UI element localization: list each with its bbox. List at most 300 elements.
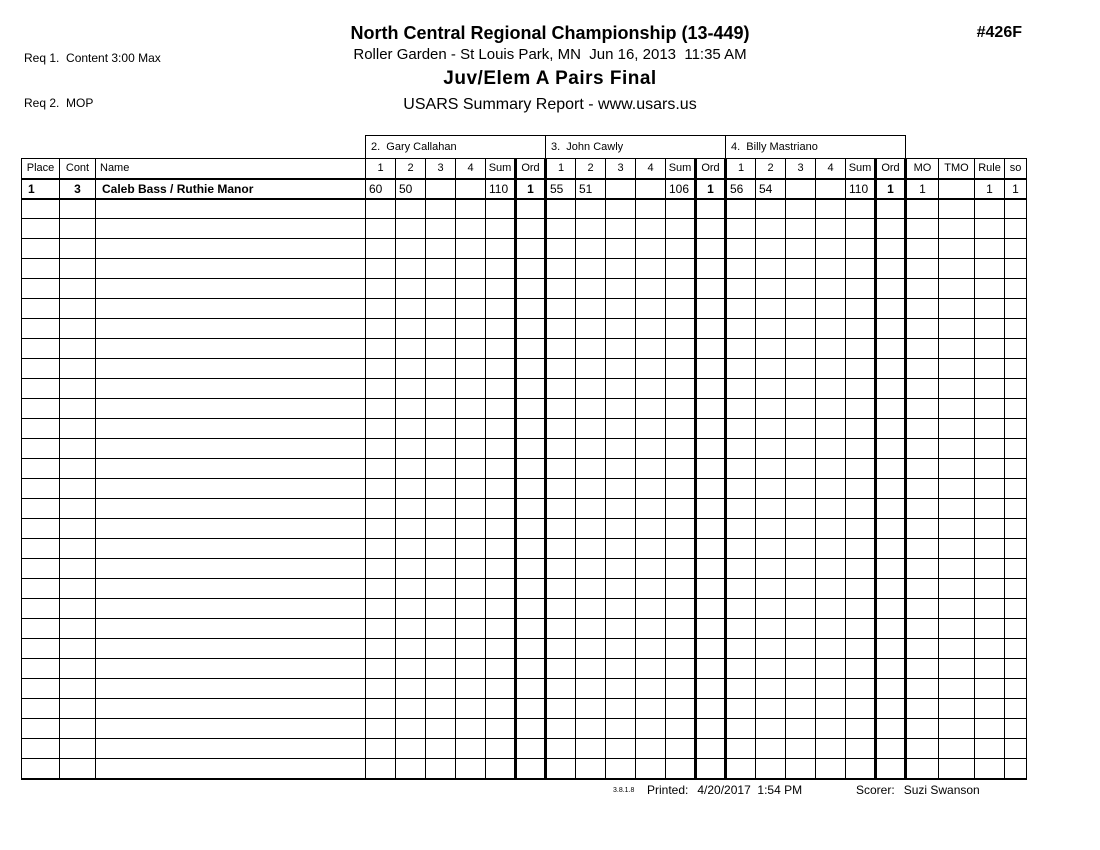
score-cell xyxy=(816,759,846,779)
place-cell xyxy=(22,719,60,739)
score-cell xyxy=(366,719,396,739)
score-cell xyxy=(576,219,606,239)
ordinal-cell xyxy=(696,319,726,339)
score-cell xyxy=(816,319,846,339)
score-cell xyxy=(366,599,396,619)
skater-name-cell xyxy=(96,619,366,639)
score-cell xyxy=(606,299,636,319)
empty-row xyxy=(22,339,1027,359)
contestant-number-cell xyxy=(60,619,96,639)
ordinal-cell xyxy=(516,739,546,759)
score-table xyxy=(21,135,1027,780)
score-cell xyxy=(486,659,516,679)
tail-cell xyxy=(906,699,939,719)
score-cell xyxy=(486,279,516,299)
judge-header-3: 4. Billy Mastriano xyxy=(726,136,906,159)
tail-cell xyxy=(975,419,1005,439)
score-cell xyxy=(666,739,696,759)
score-col-header: 1 xyxy=(366,159,396,179)
score-cell xyxy=(426,199,456,219)
score-cell xyxy=(756,399,786,419)
empty-row xyxy=(22,259,1027,279)
ordinal-cell xyxy=(516,479,546,499)
tail-cell xyxy=(906,219,939,239)
tail-cell xyxy=(939,539,975,559)
score-cell xyxy=(606,719,636,739)
score-cell xyxy=(396,719,426,739)
rule-header: Rule xyxy=(975,159,1005,179)
score-cell xyxy=(846,239,876,259)
score-cell xyxy=(426,619,456,639)
score-cell xyxy=(576,399,606,419)
scorer-line xyxy=(856,783,980,797)
tail-cell xyxy=(939,359,975,379)
score-col-header: Sum xyxy=(666,159,696,179)
score-cell xyxy=(426,639,456,659)
tail-cell xyxy=(906,739,939,759)
judge-header-1: 2. Gary Callahan xyxy=(366,136,546,159)
score-cell xyxy=(786,519,816,539)
place-cell xyxy=(22,299,60,319)
tail-cell xyxy=(975,719,1005,739)
score-cell xyxy=(786,759,816,779)
tail-cell xyxy=(906,559,939,579)
ordinal-cell xyxy=(696,419,726,439)
score-cell xyxy=(726,399,756,419)
score-cell xyxy=(576,619,606,639)
scorer-value: Suzi Swanson xyxy=(903,783,980,797)
tail-cell xyxy=(1005,459,1027,479)
score-cell xyxy=(396,679,426,699)
contestant-number-cell xyxy=(60,519,96,539)
ordinal-cell xyxy=(696,399,726,419)
tail-cell xyxy=(939,239,975,259)
score-cell xyxy=(636,259,666,279)
score-cell xyxy=(846,519,876,539)
ordinal-cell xyxy=(696,519,726,539)
empty-row xyxy=(22,199,1027,219)
score-cell xyxy=(426,499,456,519)
tail-cell xyxy=(975,699,1005,719)
score-cell xyxy=(636,579,666,599)
skater-name-cell xyxy=(96,239,366,259)
tail-cell xyxy=(1005,259,1027,279)
score-cell xyxy=(726,439,756,459)
score-cell xyxy=(576,439,606,459)
score-cell xyxy=(456,519,486,539)
ordinal-cell xyxy=(876,359,906,379)
score-cell xyxy=(846,479,876,499)
ordinal-cell xyxy=(516,439,546,459)
score-cell xyxy=(756,759,786,779)
score-cell xyxy=(366,659,396,679)
ord-header: Ord xyxy=(876,159,906,179)
score-cell xyxy=(366,559,396,579)
score-cell xyxy=(576,519,606,539)
ordinal-cell xyxy=(876,659,906,679)
score-cell xyxy=(456,719,486,739)
tail-cell xyxy=(939,279,975,299)
score-cell xyxy=(576,579,606,599)
score-cell xyxy=(546,359,576,379)
empty-row xyxy=(22,619,1027,639)
tail-cell xyxy=(1005,519,1027,539)
score-cell: 60 xyxy=(366,179,396,199)
tail-cell xyxy=(975,319,1005,339)
ordinal-cell xyxy=(516,239,546,259)
tail-cell xyxy=(975,599,1005,619)
score-cell xyxy=(366,539,396,559)
score-cell xyxy=(816,359,846,379)
score-cell xyxy=(636,479,666,499)
place-cell xyxy=(22,539,60,559)
place-cell xyxy=(22,279,60,299)
score-cell: 50 xyxy=(396,179,426,199)
score-cell xyxy=(366,399,396,419)
score-cell xyxy=(456,199,486,219)
score-cell xyxy=(366,219,396,239)
score-col-header: 2 xyxy=(576,159,606,179)
score-cell xyxy=(846,279,876,299)
score-cell xyxy=(636,419,666,439)
score-cell xyxy=(846,619,876,639)
score-cell xyxy=(396,419,426,439)
score-cell xyxy=(546,319,576,339)
score-col-header: 4 xyxy=(816,159,846,179)
score-cell xyxy=(486,399,516,419)
score-cell xyxy=(726,499,756,519)
skater-name-cell xyxy=(96,339,366,359)
ordinal-cell xyxy=(516,619,546,639)
tail-cell xyxy=(1005,539,1027,559)
tail-cell xyxy=(1005,319,1027,339)
score-cell xyxy=(786,499,816,519)
tail-cell xyxy=(939,339,975,359)
score-cell xyxy=(846,439,876,459)
tail-cell xyxy=(975,559,1005,579)
score-cell xyxy=(816,599,846,619)
score-cell xyxy=(636,279,666,299)
ordinal-cell xyxy=(876,379,906,399)
score-cell xyxy=(606,739,636,759)
ordinal-cell xyxy=(516,699,546,719)
score-cell xyxy=(456,379,486,399)
score-cell xyxy=(666,559,696,579)
score-cell xyxy=(576,639,606,659)
tail-cell xyxy=(939,419,975,439)
tail-cell xyxy=(975,619,1005,639)
tail-cell xyxy=(906,339,939,359)
place-cell xyxy=(22,479,60,499)
ordinal-cell xyxy=(876,479,906,499)
score-cell xyxy=(816,699,846,719)
score-cell xyxy=(366,679,396,699)
score-cell xyxy=(426,259,456,279)
name-header: Name xyxy=(96,159,366,179)
ord-header: Ord xyxy=(516,159,546,179)
contestant-number-cell xyxy=(60,739,96,759)
score-cell xyxy=(486,319,516,339)
place-cell xyxy=(22,399,60,419)
skater-name-cell xyxy=(96,459,366,479)
score-cell xyxy=(546,219,576,239)
score-cell xyxy=(726,619,756,639)
score-cell xyxy=(456,559,486,579)
ordinal-cell xyxy=(876,719,906,739)
ordinal-cell xyxy=(516,759,546,779)
score-cell xyxy=(366,579,396,599)
score-cell xyxy=(456,339,486,359)
tail-cell xyxy=(906,259,939,279)
score-cell xyxy=(636,559,666,579)
sum-cell: 106 xyxy=(666,179,696,199)
skater-name-cell xyxy=(96,499,366,519)
score-cell xyxy=(456,239,486,259)
contestant-number-cell xyxy=(60,719,96,739)
score-cell xyxy=(786,359,816,379)
skater-name-cell xyxy=(96,739,366,759)
score-cell xyxy=(546,479,576,499)
ordinal-cell xyxy=(876,239,906,259)
empty-row xyxy=(22,499,1027,519)
score-cell xyxy=(846,219,876,239)
place-cell xyxy=(22,599,60,619)
req-line-1: Req 1. Content 3:00 Max xyxy=(24,51,161,65)
score-cell xyxy=(666,379,696,399)
ordinal-cell xyxy=(516,339,546,359)
score-cell xyxy=(546,499,576,519)
competition-title: North Central Regional Championship (13-449) xyxy=(350,23,750,43)
score-cell xyxy=(546,559,576,579)
tail-cell xyxy=(975,579,1005,599)
ordinal-cell xyxy=(876,679,906,699)
cont-header: Cont xyxy=(60,159,96,179)
score-cell xyxy=(456,499,486,519)
ordinal-cell xyxy=(516,359,546,379)
score-cell xyxy=(756,279,786,299)
score-cell xyxy=(666,439,696,459)
req-line-2: Req 2. MOP xyxy=(24,96,94,110)
tail-cell xyxy=(975,339,1005,359)
score-cell xyxy=(606,419,636,439)
tail-cell xyxy=(975,279,1005,299)
score-cell xyxy=(786,399,816,419)
score-cell xyxy=(456,319,486,339)
tail-cell xyxy=(906,539,939,559)
place-cell xyxy=(22,659,60,679)
contestant-number-cell xyxy=(60,219,96,239)
score-cell xyxy=(816,439,846,459)
contestant-number-cell xyxy=(60,279,96,299)
tail-cell xyxy=(1005,559,1027,579)
score-cell xyxy=(396,239,426,259)
tail-cell xyxy=(1005,659,1027,679)
score-cell xyxy=(636,519,666,539)
score-cell xyxy=(546,419,576,439)
ordinal-cell xyxy=(516,539,546,559)
tail-cell xyxy=(1005,359,1027,379)
score-cell xyxy=(546,639,576,659)
tail-cell xyxy=(939,759,975,779)
tail-cell xyxy=(1005,279,1027,299)
score-col-header: Sum xyxy=(846,159,876,179)
score-cell xyxy=(486,599,516,619)
score-cell xyxy=(786,639,816,659)
score-cell xyxy=(636,699,666,719)
score-cell xyxy=(666,579,696,599)
score-cell xyxy=(726,679,756,699)
score-cell xyxy=(456,359,486,379)
score-cell xyxy=(456,279,486,299)
score-cell xyxy=(426,439,456,459)
place-cell xyxy=(22,439,60,459)
tail-cell xyxy=(906,659,939,679)
ordinal-cell xyxy=(876,439,906,459)
score-cell xyxy=(636,359,666,379)
skater-name-cell xyxy=(96,699,366,719)
score-cell xyxy=(486,579,516,599)
tail-cell xyxy=(1005,739,1027,759)
tail-cell xyxy=(939,219,975,239)
score-cell xyxy=(396,319,426,339)
score-cell xyxy=(846,459,876,479)
score-cell xyxy=(846,699,876,719)
score-cell xyxy=(756,619,786,639)
score-cell xyxy=(726,419,756,439)
score-cell xyxy=(636,439,666,459)
tail-cell xyxy=(906,679,939,699)
score-cell xyxy=(546,399,576,419)
place-cell xyxy=(22,639,60,659)
tail-cell xyxy=(939,319,975,339)
score-cell xyxy=(786,539,816,559)
score-cell xyxy=(366,419,396,439)
score-cell xyxy=(756,239,786,259)
score-cell xyxy=(426,739,456,759)
score-cell xyxy=(606,579,636,599)
score-cell xyxy=(456,399,486,419)
tail-cell xyxy=(975,759,1005,779)
score-cell xyxy=(756,439,786,459)
score-cell xyxy=(456,219,486,239)
contestant-number-cell xyxy=(60,459,96,479)
place-cell: 1 xyxy=(22,179,60,199)
score-cell xyxy=(786,459,816,479)
score-cell xyxy=(546,719,576,739)
score-cell xyxy=(366,619,396,639)
skater-name-cell xyxy=(96,279,366,299)
score-cell xyxy=(426,279,456,299)
ordinal-cell xyxy=(876,579,906,599)
mo-header: MO xyxy=(906,159,939,179)
contestant-number-cell xyxy=(60,579,96,599)
score-cell xyxy=(846,399,876,419)
score-cell xyxy=(786,379,816,399)
score-cell xyxy=(546,259,576,279)
score-cell xyxy=(426,559,456,579)
ordinal-cell xyxy=(516,319,546,339)
place-cell xyxy=(22,679,60,699)
score-cell xyxy=(846,379,876,399)
score-cell xyxy=(456,299,486,319)
score-cell xyxy=(426,179,456,199)
ordinal-cell xyxy=(696,739,726,759)
score-cell xyxy=(726,479,756,499)
score-cell xyxy=(456,599,486,619)
tail-cell xyxy=(1005,239,1027,259)
tail-cell xyxy=(939,559,975,579)
skater-name-cell xyxy=(96,579,366,599)
so-header: so xyxy=(1005,159,1027,179)
score-cell xyxy=(396,379,426,399)
ordinal-cell xyxy=(696,459,726,479)
score-cell xyxy=(396,519,426,539)
score-cell xyxy=(366,439,396,459)
score-cell xyxy=(606,379,636,399)
tmo-cell xyxy=(939,179,975,199)
empty-row xyxy=(22,659,1027,679)
score-cell xyxy=(846,339,876,359)
score-cell xyxy=(486,739,516,759)
score-cell xyxy=(726,339,756,359)
score-cell xyxy=(396,499,426,519)
ordinal-cell xyxy=(876,759,906,779)
score-cell xyxy=(426,299,456,319)
ordinal-cell xyxy=(516,279,546,299)
ordinal-cell xyxy=(696,659,726,679)
score-cell xyxy=(396,299,426,319)
score-cell xyxy=(786,219,816,239)
place-cell xyxy=(22,519,60,539)
tail-cell xyxy=(939,579,975,599)
score-cell xyxy=(396,699,426,719)
tail-cell xyxy=(1005,379,1027,399)
contestant-number-cell xyxy=(60,759,96,779)
printed-timestamp xyxy=(647,783,802,797)
score-col-header: 1 xyxy=(726,159,756,179)
score-cell xyxy=(606,219,636,239)
score-cell xyxy=(576,479,606,499)
contestant-number-cell xyxy=(60,559,96,579)
tail-cell xyxy=(906,359,939,379)
score-cell xyxy=(786,339,816,359)
score-cell xyxy=(726,699,756,719)
ordinal-cell: 1 xyxy=(876,179,906,199)
score-cell xyxy=(636,499,666,519)
ordinal-cell xyxy=(516,559,546,579)
score-cell xyxy=(456,699,486,719)
score-cell xyxy=(756,379,786,399)
ordinal-cell xyxy=(696,339,726,359)
tail-cell xyxy=(1005,299,1027,319)
place-cell xyxy=(22,459,60,479)
tail-cell xyxy=(1005,599,1027,619)
score-cell xyxy=(576,299,606,319)
score-cell xyxy=(606,499,636,519)
score-cell xyxy=(816,339,846,359)
score-cell xyxy=(546,579,576,599)
score-cell xyxy=(486,679,516,699)
score-cell xyxy=(486,759,516,779)
tail-cell xyxy=(939,499,975,519)
score-cell xyxy=(666,719,696,739)
score-cell xyxy=(846,599,876,619)
score-cell xyxy=(756,639,786,659)
tail-cell xyxy=(906,459,939,479)
score-cell xyxy=(396,739,426,759)
ordinal-cell xyxy=(876,259,906,279)
score-cell xyxy=(426,759,456,779)
